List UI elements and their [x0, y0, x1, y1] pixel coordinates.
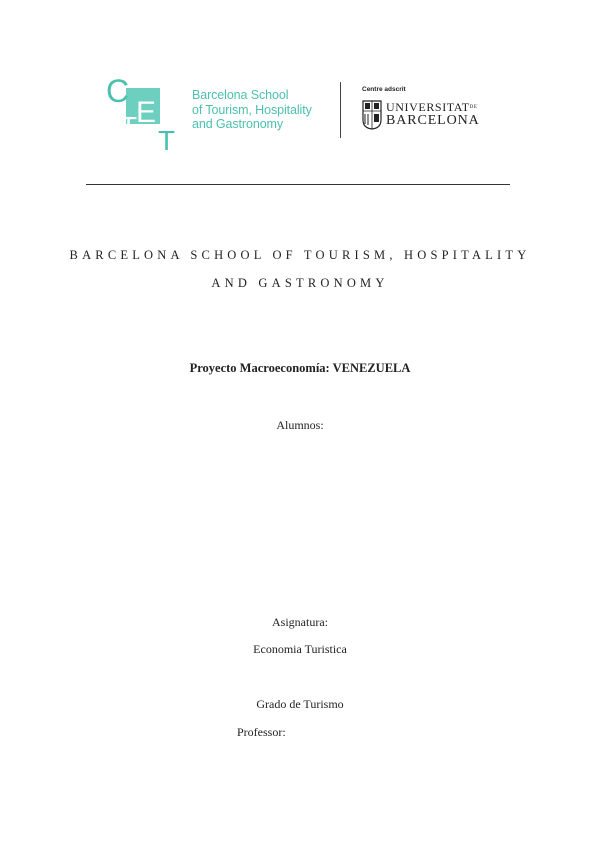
- university-name-line-2: BARCELONA: [386, 113, 480, 128]
- university-name-line-1: $UNIVERSITAT^{DE}$: [386, 100, 478, 114]
- tagline-line-3: and Gastronomy: [192, 117, 284, 131]
- cet-logo-letter-c: C: [106, 74, 130, 109]
- school-title-line-2: AND GASTRONOMY: [211, 276, 389, 290]
- tagline-line-2: of Tourism, Hospitality: [192, 102, 312, 117]
- university-name: [386, 101, 480, 127]
- project-title: Proyecto Macroeconomía: VENEZUELA: [189, 361, 411, 375]
- grado-label: Grado de Turismo: [256, 697, 344, 711]
- school-title-line-1: BARCELONA SCHOOL OF TOURISM, HOSPITALITY: [69, 248, 531, 262]
- asignatura-value: Economia Turistica: [253, 642, 347, 656]
- professor-label: Professor:: [237, 725, 286, 739]
- school-tagline: [192, 88, 312, 132]
- adscrit-label: Centre adscrit: [362, 86, 406, 93]
- alumnos-label: Alumnos:: [276, 418, 324, 432]
- university-shield-icon: [362, 100, 382, 130]
- header-rule: [86, 184, 510, 185]
- cet-logo-letter-t-left: T: [120, 111, 138, 142]
- asignatura-label: Asignatura:: [272, 615, 328, 629]
- cet-logo: [104, 74, 186, 152]
- cet-logo-letter-e: E: [136, 96, 157, 129]
- header-divider: [340, 82, 341, 138]
- cet-logo-letter-t-right: T: [158, 125, 176, 152]
- tagline-line-1: Barcelona School: [192, 88, 289, 102]
